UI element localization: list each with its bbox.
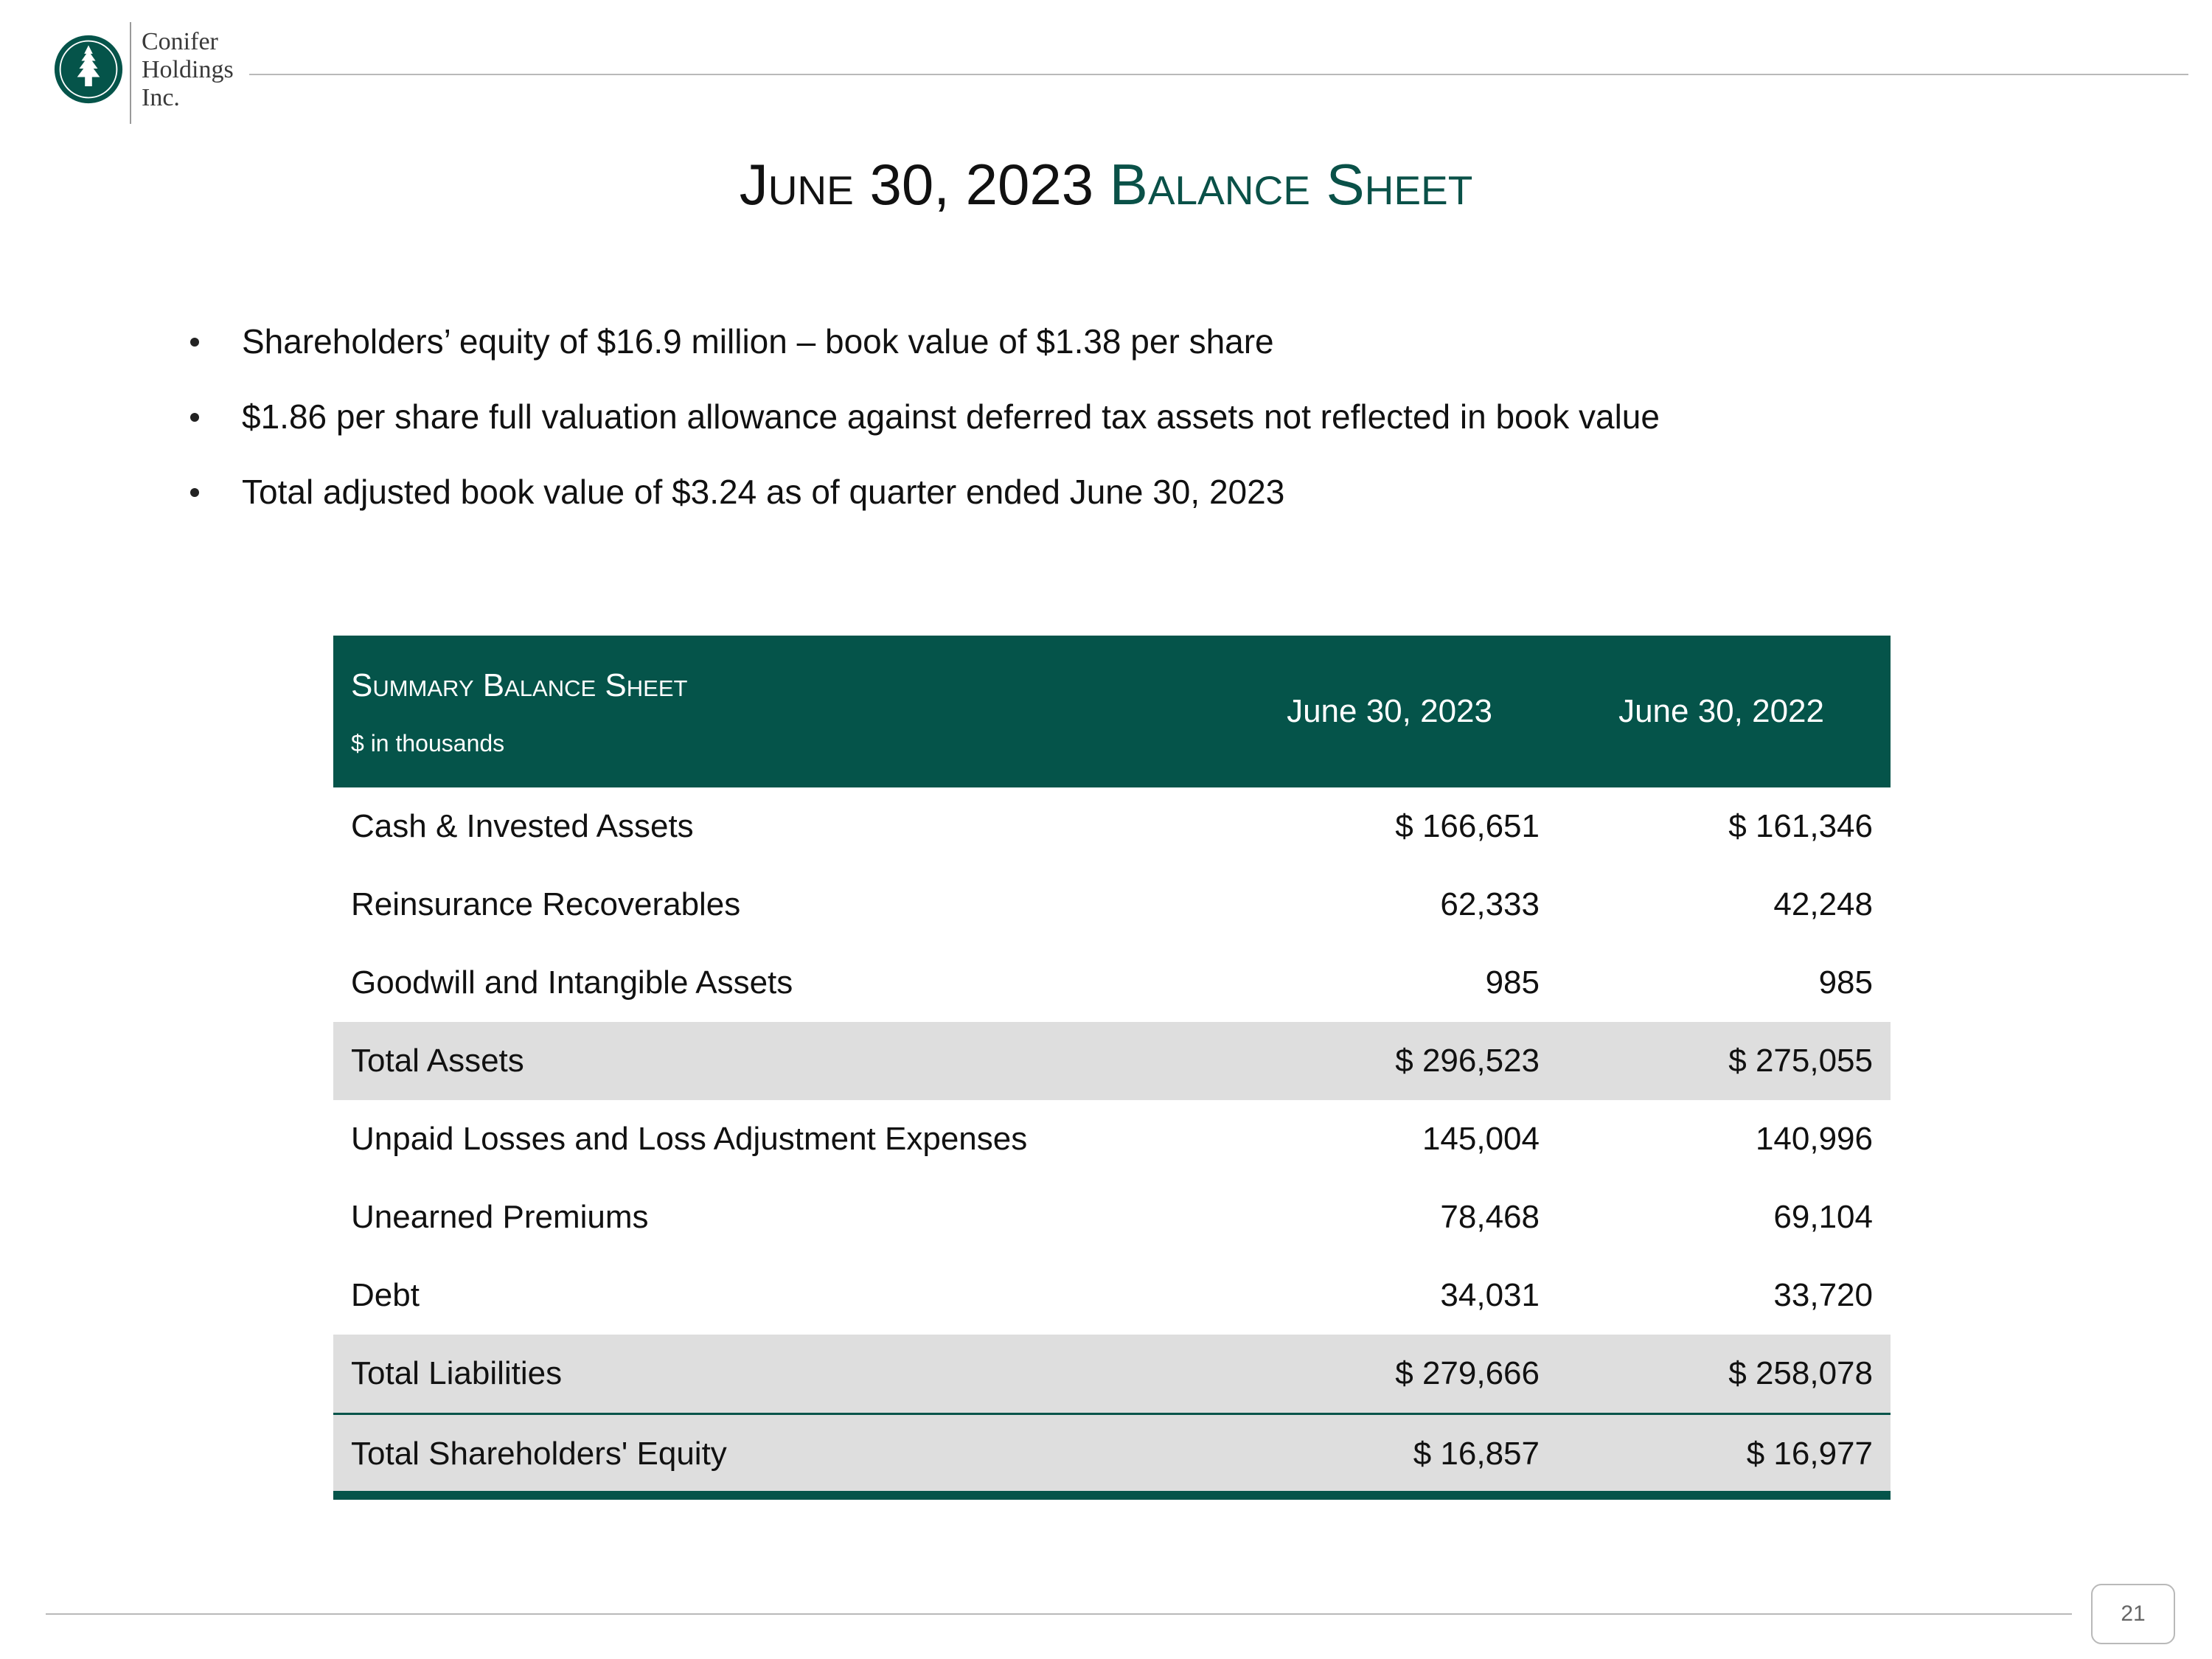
table-row	[333, 787, 1891, 866]
row-label: Total Assets	[351, 1043, 524, 1079]
row-value-2022: $ 275,055	[1728, 1043, 1873, 1079]
row-label: Total Shareholders' Equity	[351, 1436, 727, 1472]
list-item	[190, 310, 2107, 385]
bullet-text: Shareholders’ equity of $16.9 million – book value of $1.38 per share	[242, 322, 1274, 361]
row-value-2023: 985	[1485, 964, 1540, 1001]
row-value-2022: 42,248	[1773, 886, 1873, 922]
row-value-2023: $ 16,857	[1413, 1436, 1540, 1472]
column-header-2022: June 30, 2022	[1618, 693, 1824, 729]
table-row	[333, 1178, 1891, 1256]
list-item	[190, 460, 2107, 535]
summary-balance-sheet-table	[333, 636, 1891, 1500]
row-value-2022: 69,104	[1773, 1199, 1873, 1235]
bullet-icon	[190, 338, 199, 347]
bullet-list	[190, 310, 2107, 535]
title-date: June 30, 2023	[739, 152, 1094, 217]
row-value-2023: 62,333	[1440, 886, 1540, 922]
pine-tree-icon	[53, 34, 124, 105]
row-value-2022: 33,720	[1773, 1277, 1873, 1313]
row-value-2022: $ 161,346	[1728, 808, 1873, 844]
row-label: Cash & Invested Assets	[351, 808, 694, 844]
bullet-text: Total adjusted book value of $3.24 as of quarter ended June 30, 2023	[242, 473, 1285, 511]
company-logo	[53, 34, 124, 105]
row-value-2022: 140,996	[1755, 1121, 1873, 1157]
logo-divider	[130, 22, 131, 124]
row-value-2023: $ 279,666	[1395, 1355, 1540, 1391]
table-row	[333, 866, 1891, 944]
row-value-2022: $ 16,977	[1746, 1436, 1873, 1472]
row-value-2023: $ 166,651	[1395, 808, 1540, 844]
row-value-2023: 34,031	[1440, 1277, 1540, 1313]
row-label: Debt	[351, 1277, 420, 1313]
table-row	[333, 1100, 1891, 1178]
header-rule	[249, 74, 2188, 75]
row-value-2023: $ 296,523	[1395, 1043, 1540, 1079]
row-label: Goodwill and Intangible Assets	[351, 964, 793, 1001]
table-row	[333, 1256, 1891, 1335]
company-name-line-2: Holdings	[142, 56, 234, 83]
company-name-line-1: Conifer	[142, 28, 218, 55]
table-title: Summary Balance Sheet	[351, 667, 688, 703]
table-header	[333, 636, 1891, 787]
table-row-total-assets	[333, 1022, 1891, 1100]
row-value-2023: 78,468	[1440, 1199, 1540, 1235]
table-row	[333, 944, 1891, 1022]
company-name-line-3: Inc.	[142, 84, 180, 111]
bullet-text: $1.86 per share full valuation allowance against deferred tax assets not reflected in book value	[242, 397, 1660, 436]
bullet-icon	[190, 488, 199, 497]
footer-rule	[46, 1613, 2072, 1615]
row-label: Reinsurance Recoverables	[351, 886, 741, 922]
page-number-box	[2091, 1584, 2175, 1644]
title-balance-sheet: Balance Sheet	[1109, 152, 1473, 217]
row-label: Total Liabilities	[351, 1355, 563, 1391]
row-label: Unpaid Losses and Loss Adjustment Expenses	[351, 1121, 1028, 1157]
row-value-2022: $ 258,078	[1728, 1355, 1873, 1391]
table-bottom-rule	[333, 1491, 1891, 1500]
list-item	[190, 385, 2107, 460]
row-value-2023: 145,004	[1422, 1121, 1540, 1157]
company-name	[142, 28, 234, 112]
column-header-2023: June 30, 2023	[1287, 693, 1492, 729]
table-subtitle: $ in thousands	[351, 730, 505, 757]
page-title	[0, 147, 2212, 221]
row-value-2022: 985	[1818, 964, 1873, 1001]
row-label: Unearned Premiums	[351, 1199, 649, 1235]
table-row-total-liabilities	[333, 1335, 1891, 1413]
page-number: 21	[2121, 1601, 2146, 1626]
table-row-total-equity	[333, 1413, 1891, 1491]
bullet-icon	[190, 413, 199, 422]
